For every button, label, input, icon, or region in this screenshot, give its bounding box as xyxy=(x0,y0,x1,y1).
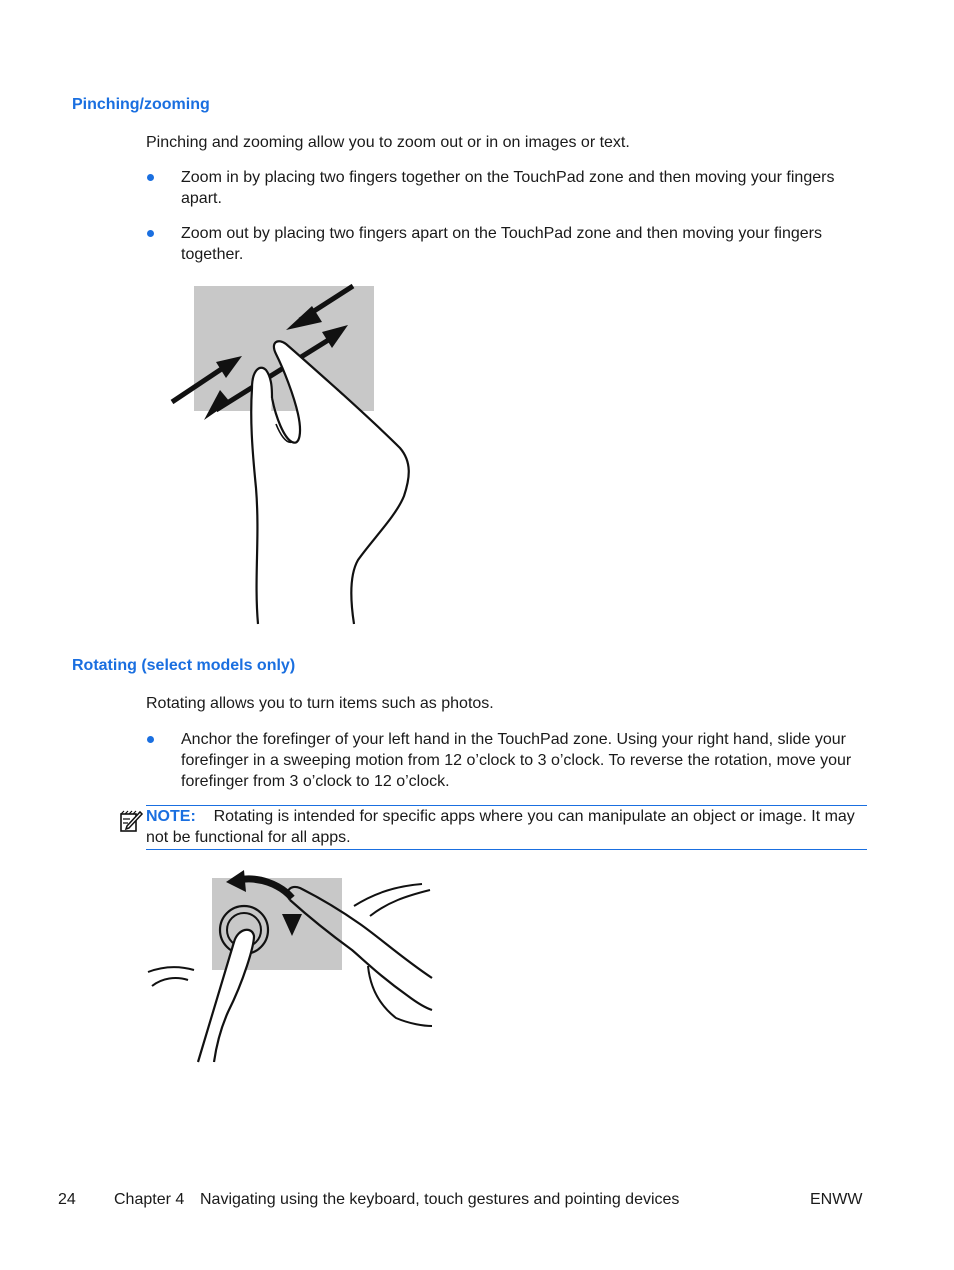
bullet-dot xyxy=(147,174,154,181)
section-heading-pinching: Pinching/zooming xyxy=(72,96,210,113)
pinching-intro: Pinching and zooming allow you to zoom out or in on images or text. xyxy=(146,134,630,151)
rotate-gesture-illustration xyxy=(140,862,440,1072)
bullet-zoom-out: Zoom out by placing two fingers apart on the TouchPad zone and then moving your fingers together. xyxy=(181,225,822,263)
footer-doc-code: ENWW xyxy=(810,1191,863,1208)
note-text: Rotating is intended for specific apps where you can manipulate an object or image. It may not be functional for all apps. xyxy=(146,808,855,846)
bullet-zoom-in: Zoom in by placing two fingers together on the TouchPad zone and then moving your fingers apart. xyxy=(181,169,835,207)
section-heading-rotating: Rotating (select models only) xyxy=(72,657,296,674)
note-bottom-rule xyxy=(146,849,867,850)
footer-chapter-title: Navigating using the keyboard, touch gestures and pointing devices xyxy=(200,1191,680,1208)
note-block xyxy=(146,806,862,848)
footer-chapter: Chapter 4 xyxy=(114,1191,185,1208)
page-number: 24 xyxy=(58,1191,76,1208)
bullet-dot xyxy=(147,736,154,743)
note-pencil-icon xyxy=(118,808,144,834)
bullet-dot xyxy=(147,230,154,237)
pinch-gesture-illustration xyxy=(160,278,420,630)
note-label: NOTE: xyxy=(146,808,196,825)
bullet-rotate: Anchor the forefinger of your left hand in the TouchPad zone. Using your right hand, slide your forefinger in a sweeping motion from 12 o’clock to 3 o’clock. To reverse the rotation, move your forefinger from 3 o’clock to 12 o’clock. xyxy=(181,731,852,790)
rotating-intro: Rotating allows you to turn items such as photos. xyxy=(146,695,494,712)
